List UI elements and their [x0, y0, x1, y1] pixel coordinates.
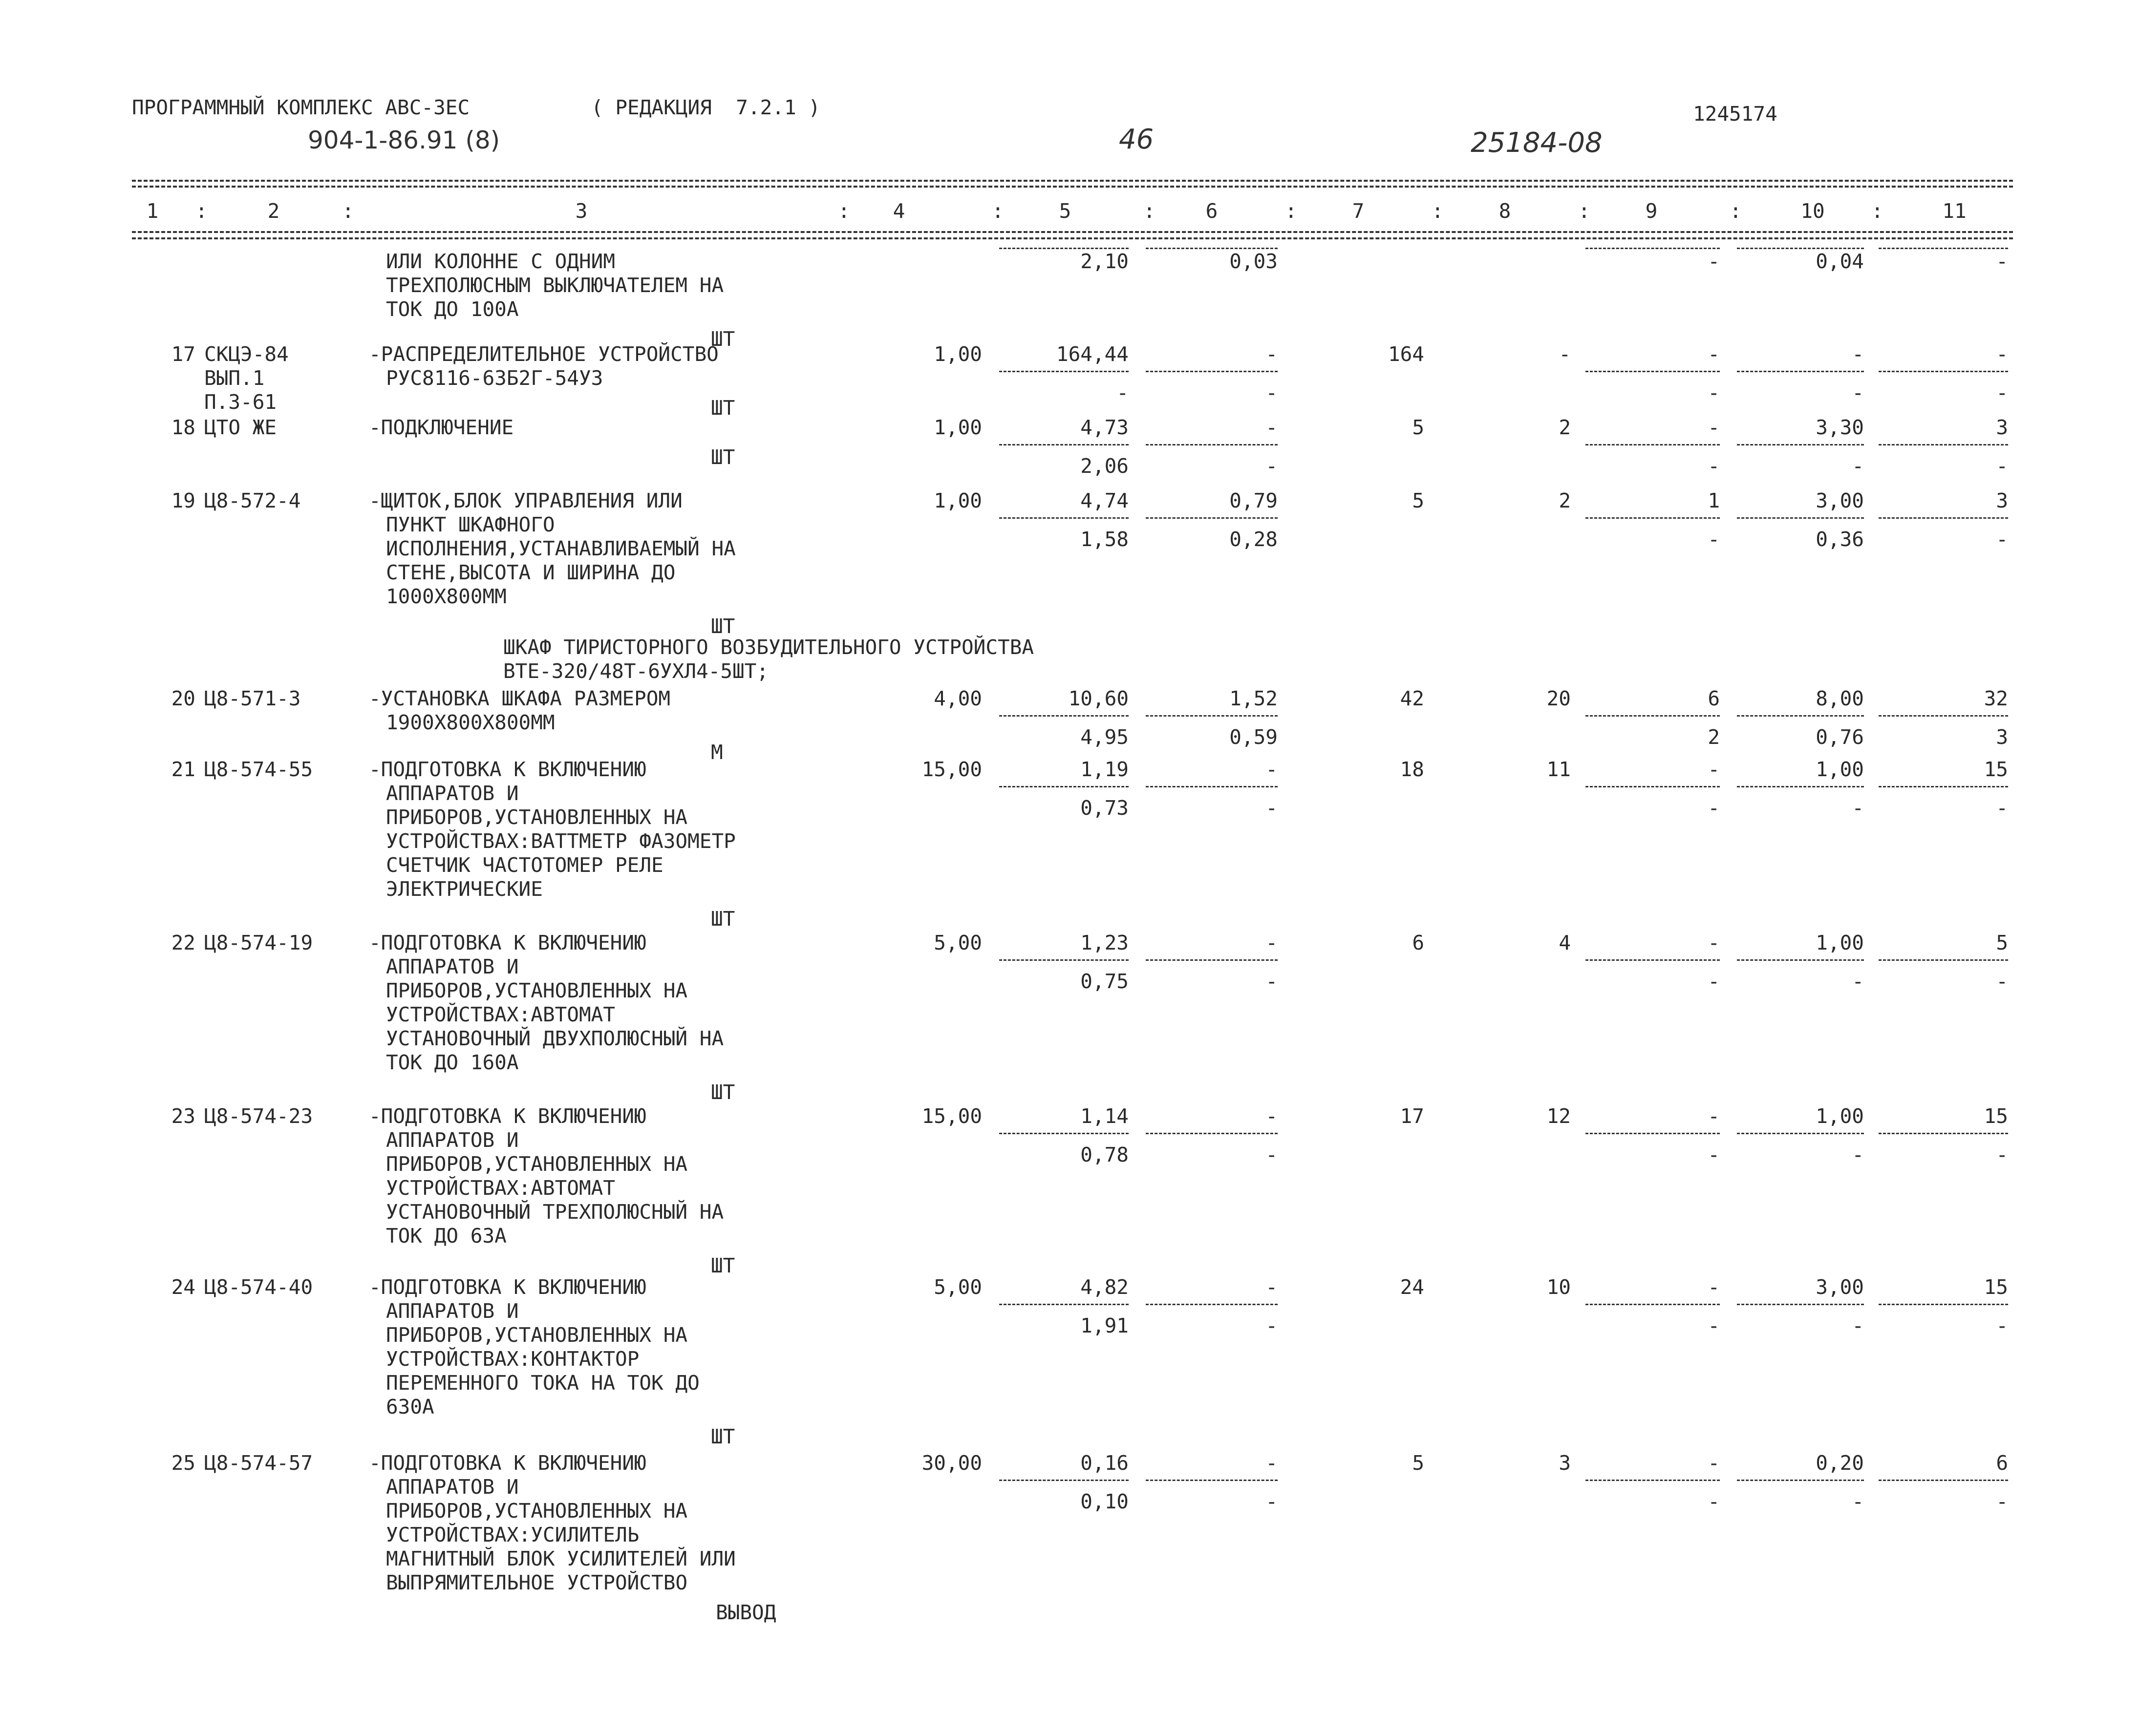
value-underline [1879, 248, 2008, 249]
value-underline [1146, 1480, 1278, 1481]
sub-value-col-9: - [1708, 381, 1720, 404]
sub-value-col-10: - [1852, 454, 1864, 478]
value-col-10: 1,00 [1816, 931, 1864, 954]
column-header-5: 5 [1059, 199, 1071, 223]
unit-label: ШТ [711, 396, 735, 420]
work-description: АППАРАТОВ И [386, 1128, 519, 1152]
sub-value-col-11: - [1996, 796, 2008, 820]
work-description: -ПОДГОТОВКА К ВКЛЮЧЕНИЮ [369, 1104, 646, 1128]
value-col-11: 3 [1996, 489, 2008, 512]
value-underline [1737, 248, 1864, 249]
value-underline [1879, 444, 2008, 445]
value-underline [1879, 1480, 2008, 1481]
value-col-9: 1 [1708, 489, 1720, 512]
sub-value-col-6: - [1265, 1490, 1278, 1513]
value-underline [999, 517, 1129, 519]
value-col-10: - [1852, 342, 1864, 366]
value-col-7: 5 [1412, 489, 1424, 512]
sub-value-col-9: 2 [1708, 725, 1720, 749]
sub-value-col-5: 1,91 [1080, 1314, 1129, 1337]
sub-value-col-9: - [1708, 1490, 1720, 1513]
sub-value-col-10: 0,36 [1816, 528, 1864, 551]
sub-value-col-10: 0,76 [1816, 725, 1864, 749]
value-underline [1737, 1480, 1864, 1481]
value-underline [1879, 1133, 2008, 1134]
value-underline [1737, 959, 1864, 961]
value-col-10: 0,04 [1816, 250, 1864, 273]
work-description: ПУНКТ ШКАФНОГО [386, 513, 555, 536]
sub-value-col-10: - [1852, 381, 1864, 404]
sub-value-col-5: - [1116, 381, 1129, 404]
work-description: 630А [386, 1395, 434, 1418]
column-header-8: 8 [1498, 199, 1511, 223]
header-rule-bottom [132, 231, 2013, 233]
work-description: СЧЕТЧИК ЧАСТОТОМЕР РЕЛЕ [386, 853, 663, 877]
value-col-4: 1,00 [934, 489, 982, 512]
value-col-11: 6 [1996, 1451, 2008, 1475]
work-description: -УСТАНОВКА ШКАФА РАЗМЕРОМ [369, 687, 671, 710]
unit-label: ВЫВОД [716, 1601, 776, 1624]
value-col-4: 5,00 [934, 1275, 982, 1299]
value-underline [1585, 444, 1720, 445]
value-underline [1879, 786, 2008, 787]
value-underline [999, 444, 1129, 445]
column-separator: : [1871, 199, 1883, 223]
row-number: 19 [171, 489, 195, 512]
work-description: ВЫПРЯМИТЕЛЬНОЕ УСТРОЙСТВО [386, 1571, 688, 1594]
work-description: УСТРОЙСТВАХ:УСИЛИТЕЛЬ [386, 1523, 640, 1546]
value-underline [1737, 786, 1864, 787]
value-underline [1146, 248, 1278, 249]
value-col-8: 2 [1559, 489, 1571, 512]
column-header-4: 4 [893, 199, 905, 223]
value-underline [1146, 517, 1278, 519]
value-col-8: 3 [1559, 1451, 1571, 1475]
row-number: 17 [171, 342, 195, 366]
column-header-11: 11 [1942, 199, 1967, 223]
sub-value-col-6: 0,28 [1229, 528, 1278, 551]
sub-value-col-11: - [1996, 528, 2008, 551]
value-col-4: 1,00 [934, 342, 982, 366]
value-col-5: 4,82 [1080, 1275, 1129, 1299]
sub-value-col-9: - [1708, 454, 1720, 478]
value-col-4: 5,00 [934, 931, 982, 954]
value-col-5: 1,14 [1080, 1104, 1129, 1128]
value-underline [1737, 517, 1864, 519]
value-col-11: 15 [1984, 1275, 2008, 1299]
work-description: ПРИБОРОВ,УСТАНОВЛЕННЫХ НА [386, 1323, 688, 1347]
price-code: Ц8-574-57 [204, 1451, 313, 1475]
work-description: ПРИБОРОВ,УСТАНОВЛЕННЫХ НА [386, 805, 688, 829]
column-separator: : [1578, 199, 1590, 223]
value-col-11: 15 [1984, 1104, 2008, 1128]
value-col-7: 5 [1412, 416, 1424, 439]
sub-value-col-11: - [1996, 1490, 2008, 1513]
value-col-8: 20 [1546, 687, 1571, 710]
sheet-code: 25184-08 [1471, 127, 1603, 159]
sub-value-col-5: 4,95 [1080, 725, 1129, 749]
column-header-7: 7 [1352, 199, 1365, 223]
value-col-5: 1,19 [1080, 758, 1129, 781]
unit-label: ШТ [711, 907, 735, 931]
value-col-9: - [1708, 1451, 1720, 1475]
work-description: ТОК ДО 100А [386, 297, 519, 321]
value-col-10: 3,30 [1816, 416, 1864, 439]
value-col-10: 8,00 [1816, 687, 1864, 710]
section-title: ВТЕ-320/48Т-6УХЛ4-5ШТ; [503, 659, 769, 683]
value-col-9: - [1708, 342, 1720, 366]
value-underline [1146, 786, 1278, 787]
value-underline [999, 371, 1129, 372]
value-col-11: - [1996, 342, 2008, 366]
sub-value-col-10: - [1852, 1490, 1864, 1513]
value-col-8: 12 [1546, 1104, 1571, 1128]
value-col-9: - [1708, 931, 1720, 954]
value-col-4: 4,00 [934, 687, 982, 710]
work-description: ПРИБОРОВ,УСТАНОВЛЕННЫХ НА [386, 1499, 688, 1523]
value-col-5: 1,23 [1080, 931, 1129, 954]
column-header-1: 1 [146, 199, 159, 223]
column-header-3: 3 [575, 199, 588, 223]
value-col-10: 3,00 [1816, 489, 1864, 512]
unit-label: ШТ [711, 614, 735, 638]
value-underline [1146, 1133, 1278, 1134]
work-description: ТОК ДО 63А [386, 1224, 507, 1248]
value-col-5: 0,16 [1080, 1451, 1129, 1475]
unit-label: М [711, 741, 723, 764]
work-description: ИЛИ КОЛОННЕ С ОДНИМ [386, 250, 615, 273]
work-description: МАГНИТНЫЙ БЛОК УСИЛИТЕЛЕЙ ИЛИ [386, 1547, 736, 1570]
sub-value-col-6: - [1265, 970, 1278, 993]
value-underline [1737, 444, 1864, 445]
value-underline [999, 1480, 1129, 1481]
value-underline [1585, 371, 1720, 372]
sub-value-col-9: - [1708, 970, 1720, 993]
value-col-4: 15,00 [921, 1104, 982, 1128]
sub-value-col-5: 0,78 [1080, 1143, 1129, 1166]
value-col-7: 24 [1400, 1275, 1424, 1299]
value-col-10: 1,00 [1816, 758, 1864, 781]
sub-value-col-6: - [1265, 796, 1278, 820]
sub-value-col-5: 2,06 [1080, 454, 1129, 478]
price-code: Ц8-574-23 [204, 1104, 313, 1128]
value-col-5: 4,73 [1080, 416, 1129, 439]
column-header-9: 9 [1645, 199, 1658, 223]
price-code: Ц8-572-4 [204, 489, 301, 512]
value-underline [1585, 715, 1720, 717]
work-description: РУС8116-63Б2Г-54У3 [386, 366, 603, 390]
value-underline [1585, 786, 1720, 787]
value-col-9: - [1708, 1104, 1720, 1128]
value-underline [999, 786, 1129, 787]
value-col-9: - [1708, 416, 1720, 439]
row-number: 25 [171, 1451, 195, 1475]
price-code: П.3-61 [204, 390, 277, 414]
price-code: Ц8-574-55 [204, 758, 313, 781]
column-separator: : [1432, 199, 1444, 223]
sub-value-col-11: - [1996, 1143, 2008, 1166]
value-col-11: - [1996, 250, 2008, 273]
work-description: -ПОДГОТОВКА К ВКЛЮЧЕНИЮ [369, 1275, 646, 1299]
work-description: СТЕНЕ,ВЫСОТА И ШИРИНА ДО [386, 561, 676, 584]
price-code: Ц8-571-3 [204, 687, 301, 710]
value-underline [1879, 517, 2008, 519]
value-col-8: 2 [1559, 416, 1571, 439]
value-col-6: - [1265, 1104, 1278, 1128]
value-col-9: 6 [1708, 687, 1720, 710]
column-separator: : [342, 199, 354, 223]
work-description: -ПОДКЛЮЧЕНИЕ [369, 416, 514, 439]
value-underline [1737, 1304, 1864, 1305]
value-underline [1585, 1480, 1720, 1481]
column-separator: : [195, 199, 208, 223]
value-underline [999, 1304, 1129, 1305]
value-underline [1146, 1304, 1278, 1305]
value-col-5: 4,74 [1080, 489, 1129, 512]
sub-value-col-11: 3 [1996, 725, 2008, 749]
work-description: ЭЛЕКТРИЧЕСКИЕ [386, 877, 543, 901]
value-col-5: 2,10 [1080, 250, 1129, 273]
value-col-6: - [1265, 1275, 1278, 1299]
value-col-7: 164 [1388, 342, 1424, 366]
value-underline [999, 1133, 1129, 1134]
value-col-10: 0,20 [1816, 1451, 1864, 1475]
value-col-5: 164,44 [1056, 342, 1129, 366]
work-description: ПРИБОРОВ,УСТАНОВЛЕННЫХ НА [386, 1152, 688, 1176]
sub-value-col-9: - [1708, 1314, 1720, 1337]
work-description: 1900Х800Х800ММ [386, 711, 555, 734]
sub-value-col-11: - [1996, 454, 2008, 478]
work-description: -ПОДГОТОВКА К ВКЛЮЧЕНИЮ [369, 1451, 646, 1475]
value-col-11: 5 [1996, 931, 2008, 954]
value-col-5: 10,60 [1068, 687, 1129, 710]
value-underline [1879, 715, 2008, 717]
work-description: ТОК ДО 160А [386, 1051, 519, 1074]
price-code: ЦТО ЖЕ [204, 416, 277, 439]
value-underline [1585, 1133, 1720, 1134]
value-underline [1737, 715, 1864, 717]
work-description: 1000Х800ММ [386, 585, 507, 608]
work-description: ПЕРЕМЕННОГО ТОКА НА ТОК ДО [386, 1371, 700, 1395]
value-col-10: 1,00 [1816, 1104, 1864, 1128]
unit-label: ШТ [711, 1080, 735, 1104]
value-underline [999, 715, 1129, 717]
value-col-4: 15,00 [921, 758, 982, 781]
price-code: ВЫП.1 [204, 366, 265, 390]
value-col-11: 32 [1984, 687, 2008, 710]
value-col-7: 17 [1400, 1104, 1424, 1128]
column-header-2: 2 [267, 199, 280, 223]
column-separator: : [1143, 199, 1156, 223]
row-number: 22 [171, 931, 195, 954]
column-separator: : [838, 199, 850, 223]
value-col-6: - [1265, 342, 1278, 366]
value-underline [999, 248, 1129, 249]
price-code: Ц8-574-40 [204, 1275, 313, 1299]
header-rule-bottom-2 [132, 237, 2013, 239]
work-description: АППАРАТОВ И [386, 1299, 519, 1323]
value-underline [1585, 1304, 1720, 1305]
project-code: 904-1-86.91 (8) [308, 126, 500, 154]
work-description: ПРИБОРОВ,УСТАНОВЛЕННЫХ НА [386, 979, 688, 1002]
value-col-8: - [1559, 342, 1571, 366]
row-number: 20 [171, 687, 195, 710]
value-col-11: 15 [1984, 758, 2008, 781]
value-col-11: 3 [1996, 416, 2008, 439]
sub-value-col-5: 0,10 [1080, 1490, 1129, 1513]
sub-value-col-11: - [1996, 970, 2008, 993]
value-underline [1585, 517, 1720, 519]
value-col-9: - [1708, 758, 1720, 781]
row-number: 24 [171, 1275, 195, 1299]
work-description: -РАСПРЕДЕЛИТЕЛЬНОЕ УСТРОЙСТВО [369, 342, 719, 366]
sub-value-col-6: - [1265, 1314, 1278, 1337]
value-underline [1879, 1304, 2008, 1305]
column-separator: : [1730, 199, 1742, 223]
value-underline [1879, 959, 2008, 961]
work-description: УСТРОЙСТВАХ:ВАТТМЕТР ФАЗОМЕТР [386, 829, 736, 853]
row-number: 23 [171, 1104, 195, 1128]
value-col-7: 18 [1400, 758, 1424, 781]
section-title: ШКАФ ТИРИСТОРНОГО ВОЗБУДИТЕЛЬНОГО УСТРОЙСТВА [503, 635, 1034, 659]
program-name: ПРОГРАММНЫЙ КОМПЛЕКС АВС-3ЕС [132, 96, 470, 119]
value-underline [1146, 959, 1278, 961]
edition-label: ( РЕДАКЦИЯ 7.2.1 ) [591, 96, 820, 119]
value-col-6: - [1265, 416, 1278, 439]
unit-label: ШТ [711, 1425, 735, 1448]
value-underline [1737, 371, 1864, 372]
sub-value-col-6: 0,59 [1229, 725, 1278, 749]
value-underline [999, 959, 1129, 961]
work-description: -ПОДГОТОВКА К ВКЛЮЧЕНИЮ [369, 931, 646, 954]
sub-value-col-10: - [1852, 1143, 1864, 1166]
value-col-10: 3,00 [1816, 1275, 1864, 1299]
value-col-7: 5 [1412, 1451, 1424, 1475]
unit-label: ШТ [711, 445, 735, 469]
page-number: 46 [1119, 124, 1154, 155]
value-col-6: 0,03 [1229, 250, 1278, 273]
value-underline [1585, 959, 1720, 961]
value-underline [1146, 371, 1278, 372]
unit-label: ШТ [711, 1254, 735, 1277]
sub-value-col-9: - [1708, 1143, 1720, 1166]
work-description: УСТАНОВОЧНЫЙ ДВУХПОЛЮСНЫЙ НА [386, 1027, 724, 1050]
value-col-4: 1,00 [934, 416, 982, 439]
sub-value-col-10: - [1852, 970, 1864, 993]
column-header-10: 10 [1800, 199, 1825, 223]
value-col-8: 10 [1546, 1275, 1571, 1299]
value-underline [1585, 248, 1720, 249]
value-col-7: 6 [1412, 931, 1424, 954]
value-col-8: 4 [1559, 931, 1571, 954]
price-code: Ц8-574-19 [204, 931, 313, 954]
sub-value-col-9: - [1708, 528, 1720, 551]
value-underline [1737, 1133, 1864, 1134]
sub-value-col-10: - [1852, 1314, 1864, 1337]
value-col-9: - [1708, 1275, 1720, 1299]
value-col-6: - [1265, 931, 1278, 954]
value-underline [1146, 444, 1278, 445]
sub-value-col-5: 0,73 [1080, 796, 1129, 820]
document-number: 1245174 [1693, 102, 1777, 126]
work-description: АППАРАТОВ И [386, 955, 519, 978]
sub-value-col-9: - [1708, 796, 1720, 820]
work-description: ИСПОЛНЕНИЯ,УСТАНАВЛИВАЕМЫЙ НА [386, 537, 736, 560]
sub-value-col-6: - [1265, 381, 1278, 404]
header-rule-top [132, 180, 2013, 182]
value-underline [1146, 715, 1278, 717]
column-header-6: 6 [1205, 199, 1218, 223]
value-col-4: 30,00 [921, 1451, 982, 1475]
sub-value-col-6: - [1265, 454, 1278, 478]
row-number: 21 [171, 758, 195, 781]
value-col-8: 11 [1546, 758, 1571, 781]
sub-value-col-11: - [1996, 1314, 2008, 1337]
sub-value-col-6: - [1265, 1143, 1278, 1166]
value-col-7: 42 [1400, 687, 1424, 710]
work-description: УСТРОЙСТВАХ:КОНТАКТОР [386, 1347, 640, 1371]
sub-value-col-5: 1,58 [1080, 528, 1129, 551]
work-description: АППАРАТОВ И [386, 782, 519, 805]
row-number: 18 [171, 416, 195, 439]
value-col-6: - [1265, 1451, 1278, 1475]
work-description: УСТРОЙСТВАХ:АВТОМАТ [386, 1003, 615, 1026]
value-col-6: 0,79 [1229, 489, 1278, 512]
work-description: ТРЕХПОЛЮСНЫМ ВЫКЛЮЧАТЕЛЕМ НА [386, 274, 724, 297]
value-underline [1879, 371, 2008, 372]
unit-label: ШТ [711, 327, 735, 351]
work-description: -ПОДГОТОВКА К ВКЛЮЧЕНИЮ [369, 758, 646, 781]
work-description: АППАРАТОВ И [386, 1475, 519, 1499]
header-rule-top-2 [132, 186, 2013, 188]
sub-value-col-11: - [1996, 381, 2008, 404]
price-code: СКЦЭ-84 [204, 342, 289, 366]
value-col-9: - [1708, 250, 1720, 273]
work-description: -ЩИТОК,БЛОК УПРАВЛЕНИЯ ИЛИ [369, 489, 683, 512]
value-col-6: 1,52 [1229, 687, 1278, 710]
work-description: УСТРОЙСТВАХ:АВТОМАТ [386, 1176, 615, 1200]
sub-value-col-5: 0,75 [1080, 970, 1129, 993]
sub-value-col-10: - [1852, 796, 1864, 820]
work-description: УСТАНОВОЧНЫЙ ТРЕХПОЛЮСНЫЙ НА [386, 1200, 724, 1224]
column-separator: : [1285, 199, 1297, 223]
value-col-6: - [1265, 758, 1278, 781]
column-separator: : [992, 199, 1004, 223]
